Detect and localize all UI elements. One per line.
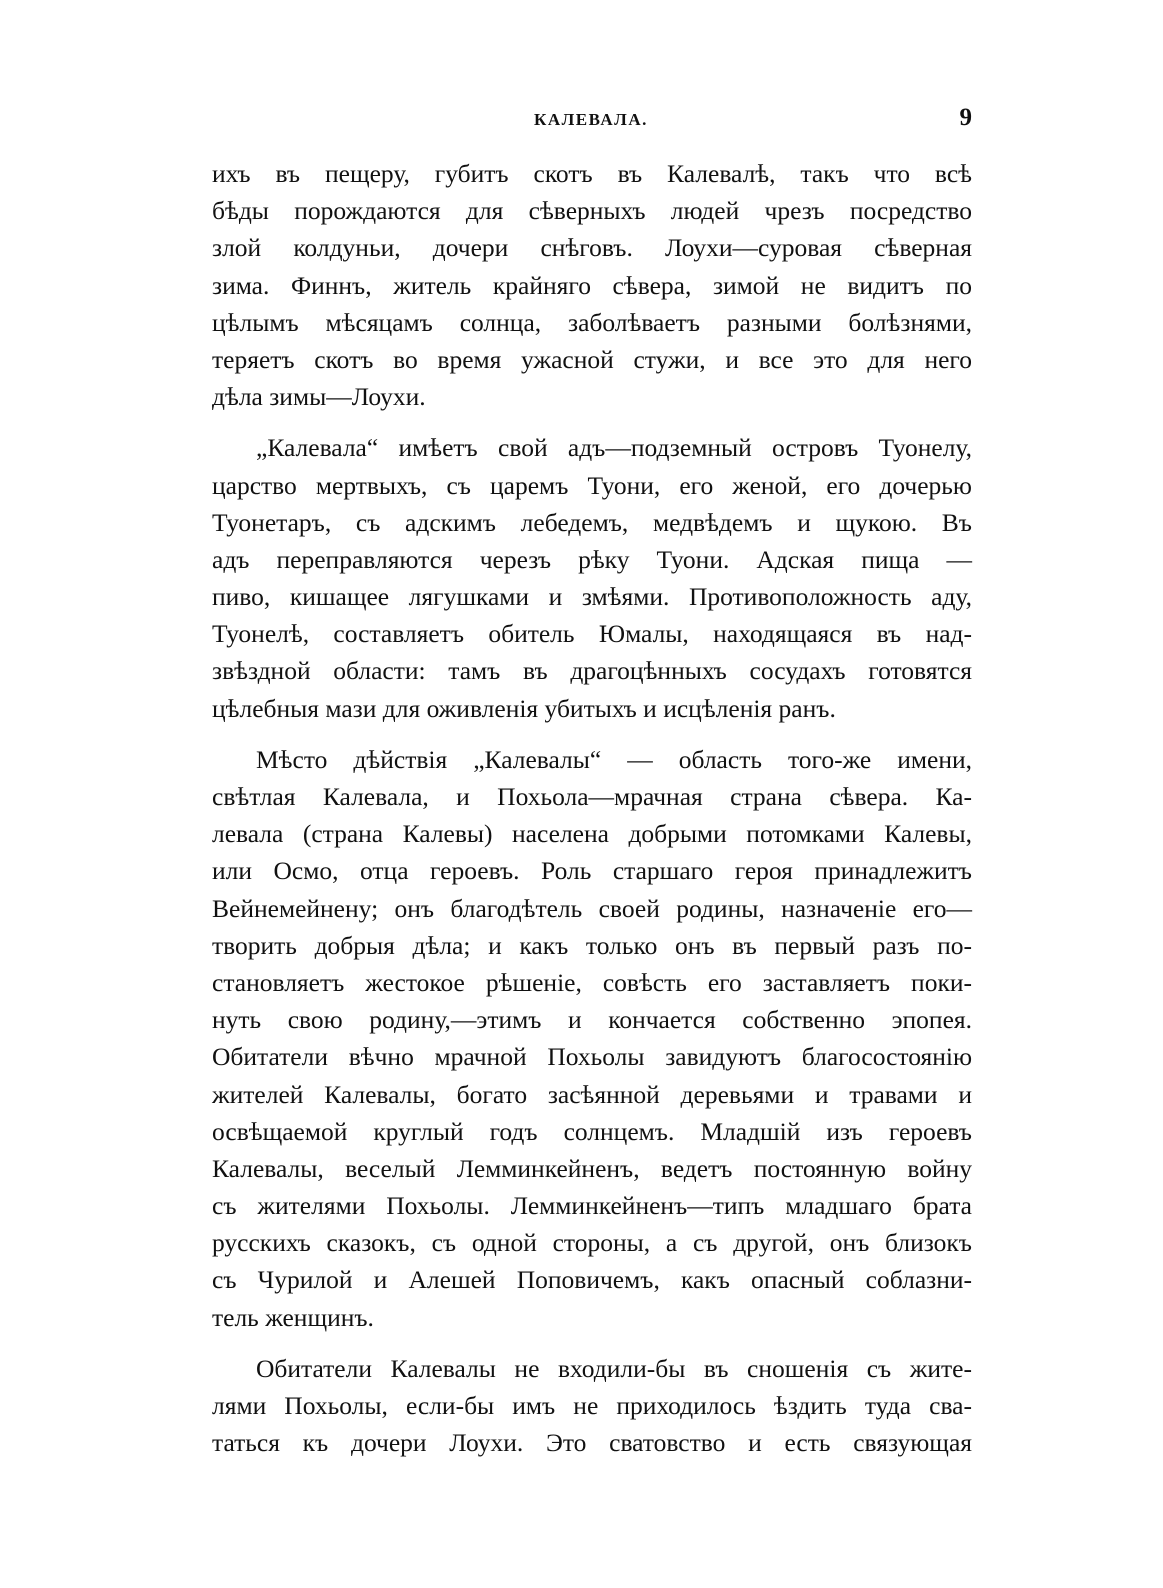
text-line: или Осмо, отца героевъ. Роль старшаго героя принадлежитъ <box>212 856 972 886</box>
text-line: „Калевала“ имѣетъ свой адъ—подземный островъ Туонелу, <box>256 433 972 463</box>
text-line: освѣщаемой круглый годъ солнцемъ. Младшiй изъ героевъ <box>212 1116 972 1146</box>
text-line: ихъ въ пещеру, губитъ скотъ въ Калевалѣ, такъ что всѣ <box>212 159 972 188</box>
text-line: жителей Калевалы, богато засѣянной деревьями и травами и <box>212 1079 972 1109</box>
text-line: теряетъ скотъ во время ужасной стужи, и все это для него <box>212 344 972 374</box>
text-line: русскихъ сказокъ, съ одной стороны, а съ другой, онъ близокъ <box>212 1228 972 1258</box>
text-line: съ Чурилой и Алешей Поповичемъ, какъ опасный соблазни- <box>212 1265 972 1295</box>
text-line: таться къ дочери Лоухи. Это сватовство и есть связующая <box>212 1428 972 1458</box>
text-line: Мѣсто дѣйствія „Калевалы“ — область того-же имени, <box>256 744 972 774</box>
text-line: зима. Финнъ, житель крайняго сѣвера, зимой не видитъ по <box>212 270 972 300</box>
text-line: бѣды порождаются для сѣверныхъ людей чрезъ посредство <box>212 196 972 226</box>
text-line: левала (страна Калевы) населена добрыми потомками Калевы, <box>212 819 972 849</box>
text-line: съ жителями Похьолы. Лемминкейненъ—типъ младшаго брата <box>212 1191 972 1221</box>
running-title: КАЛЕВАЛА. <box>534 110 648 129</box>
paragraph <box>212 1350 972 1462</box>
text-line: Калевалы, веселый Лемминкейненъ, ведетъ постоянную войну <box>212 1153 972 1183</box>
text-line: Туонелѣ, составляетъ обитель Юмалы, находящаяся въ над- <box>212 619 972 649</box>
text-line: звѣздной области: тамъ въ драгоцѣнныхъ сосудахъ готовятся <box>212 656 972 686</box>
page-header <box>212 104 972 134</box>
text-line: адъ переправляются черезъ рѣку Туони. Адская пища — <box>212 544 972 574</box>
text-line: злой колдуньи, дочери снѣговъ. Лоухи—суровая сѣверная <box>212 233 972 263</box>
text-line: свѣтлая Калевала, и Похьола—мрачная страна сѣвера. Ка- <box>212 782 972 811</box>
text-line: Туонетаръ, съ адскимъ лебедемъ, медвѣдемъ и щукою. Въ <box>212 507 972 537</box>
text-line: пиво, кишащее лягушками и змѣями. Противоположность аду, <box>212 582 972 612</box>
text-line: нуть свою родину,—этимъ и кончается собственно эпопея. <box>212 1005 972 1035</box>
text-line: царство мертвыхъ, съ царемъ Туони, его женой, его дочерью <box>212 470 972 500</box>
text-line: Обитатели вѣчно мрачной Похьолы завидуютъ благосостоянiю <box>212 1042 972 1072</box>
body-text <box>212 155 972 1461</box>
text-line: дѣла зимы—Лоухи. <box>212 382 426 412</box>
text-line: творить добрыя дѣла; и какъ только онъ въ первый разъ по- <box>212 930 972 960</box>
paragraph <box>212 429 972 727</box>
text-line: тель женщинъ. <box>212 1302 374 1332</box>
paragraph <box>212 741 972 1336</box>
text-line: цѣлебныя мази для оживленія убитыхъ и исцѣленія ранъ. <box>212 693 836 723</box>
page-number: 9 <box>959 104 972 131</box>
text-line: лями Похьолы, если-бы имъ не приходилось ѣздить туда сва- <box>212 1391 972 1420</box>
text-line: цѣлымъ мѣсяцамъ солнца, заболѣваетъ разными болѣзнями, <box>212 307 972 337</box>
text-line: Вейнемейнену; онъ благодѣтель своей родины, назначенiе его— <box>212 893 972 923</box>
text-line: Обитатели Калевалы не входили-бы въ сношенiя съ жите- <box>256 1353 972 1383</box>
paragraph <box>212 155 972 415</box>
text-line: становляетъ жестокое рѣшенiе, совѣсть его заставляетъ поки- <box>212 967 972 997</box>
